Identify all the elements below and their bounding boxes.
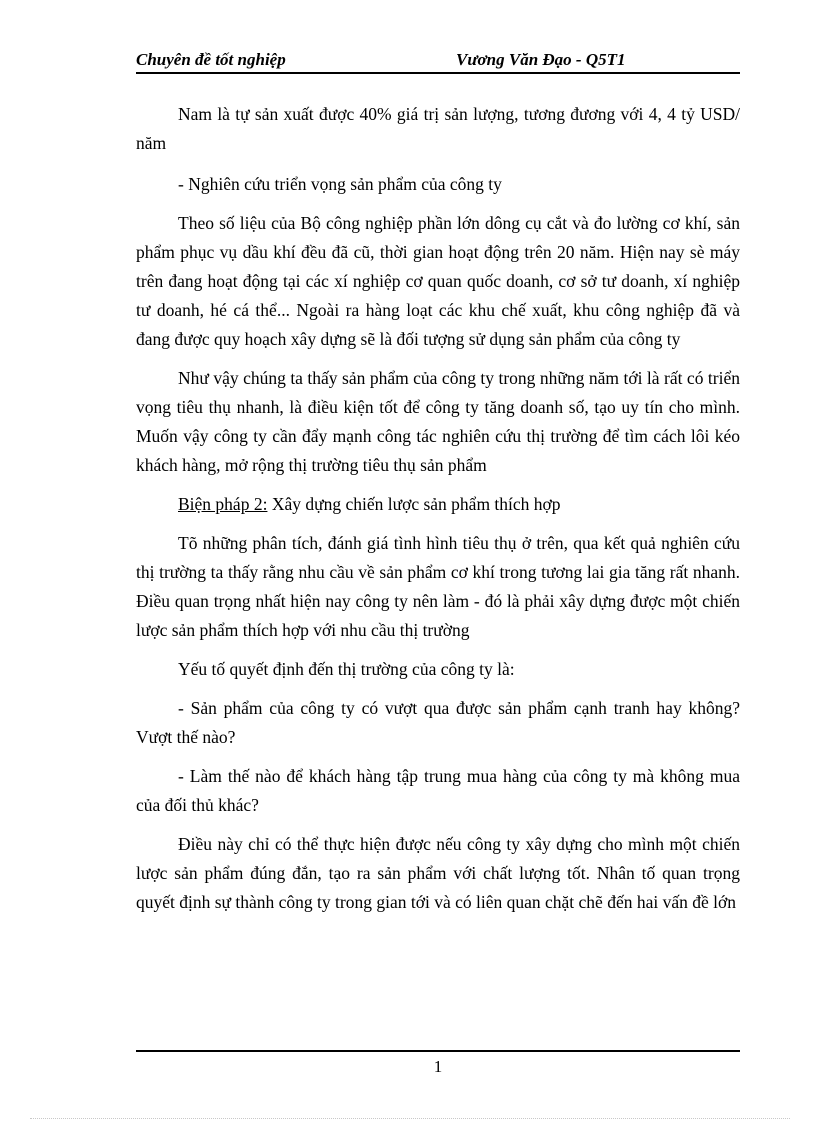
paragraph-body: Như vậy chúng ta thấy sản phẩm của công ty trong những năm tới là rất có triển vọng tiêu thụ nhanh, là điều kiện tốt để công ty tăng doanh số, tạo uy tín cho mình. Muốn vậy công ty cần đẩy mạnh công tác nghiên cứu thị trường để tìm cách lôi kéo khách hàng, mở rộng thị trường tiêu thụ sản phẩm	[136, 368, 740, 475]
paragraph-body: Yếu tố quyết định đến thị trường của công ty là:	[178, 659, 515, 679]
page-header	[136, 46, 740, 74]
measure-title: Xây dựng chiến lược sản phẩm thích hợp	[267, 494, 561, 514]
paragraph-body: Tõ những phân tích, đánh giá tình hình tiêu thụ ở trên, qua kết quả nghiên cứu thị trường ta thấy rằng nhu cầu về sản phẩm cơ khí trong tương lai gia tăng rất nhanh. Điều quan trọng nhất hiện nay công ty nên làm - đó là phải xây dựng được một chiến lược sản phẩm thích hợp với nhu cầu thị trường	[136, 533, 740, 640]
page-number: 1	[433, 1057, 443, 1076]
header-document-title: Chuyên đề tốt nghiệp	[136, 50, 286, 69]
paragraph-list-item: - Làm thế nào để khách hàng tập trung mua hàng của công ty mà không mua của đối thủ khác?	[136, 766, 740, 815]
paragraph-subheading: - Nghiên cứu triển vọng sản phẩm của công ty	[178, 174, 502, 194]
measure-heading	[136, 490, 740, 519]
paragraph-list-item: - Sản phẩm của công ty có vượt qua được sản phẩm cạnh tranh hay không? Vượt thế nào?	[136, 698, 740, 747]
paragraph-body: Theo số liệu của Bộ công nghiệp phần lớn dông cụ cắt và đo lường cơ khí, sản phẩm phục vụ dầu khí đều đã cũ, thời gian hoạt động trên 20 năm. Hiện nay sè máy trên đang hoạt động tại các xí nghiệp cơ quan quốc doanh, cơ sở tư doanh, xí nghiệp tư doanh, hé cá thể... Ngoài ra hàng loạt các khu chế xuất, khu công nghiệp đã và đang được quy hoạch xây dựng sẽ là đối tượng sử dụng sản phẩm của công ty	[136, 213, 740, 349]
measure-label: Biện pháp 2:	[178, 494, 268, 514]
footer-rule	[136, 1050, 740, 1052]
document-body	[136, 100, 740, 927]
header-author: Vương Văn Đạo - Q5T1	[456, 50, 626, 69]
page-edge-divider	[30, 1118, 790, 1119]
paragraph-body: Điều này chỉ có thể thực hiện được nếu công ty xây dựng cho mình một chiến lược sản phẩm đúng đắn, tạo ra sản phẩm với chất lượng tốt. Nhân tố quan trọng quyết định sự thành công ty trong gian tới và có liên quan chặt chẽ đến hai vấn đề lớn	[136, 834, 740, 912]
paragraph-continuation: Nam là tự sản xuất được 40% giá trị sản lượng, tương đương với 4, 4 tỷ USD/ năm	[136, 104, 740, 153]
